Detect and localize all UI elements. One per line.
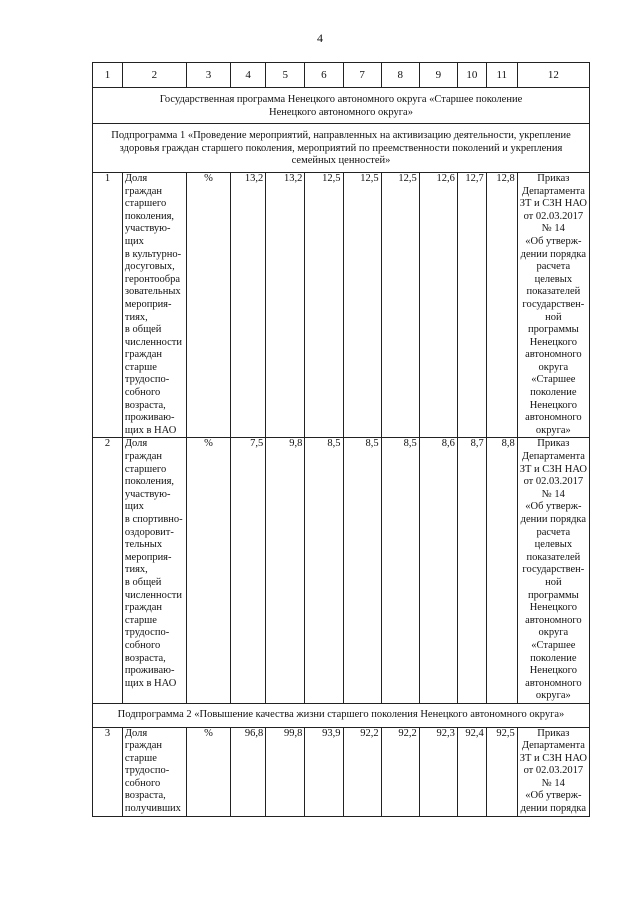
- indicator-name-line: численности: [124, 589, 182, 601]
- column-number: 5: [266, 63, 305, 88]
- subprogram-1-row: [93, 124, 590, 173]
- source-line: ЗТ и СЗН НАО: [519, 463, 587, 475]
- source-line: Приказ: [537, 438, 570, 450]
- source-line: Приказ: [537, 172, 570, 184]
- indicator-name-line: численности: [124, 336, 182, 348]
- source-line: Департамента: [521, 740, 585, 752]
- source-line: ЗТ и СЗН НАО: [519, 198, 587, 210]
- indicator-name-line: Доля: [124, 438, 148, 450]
- source-line: № 14: [541, 488, 565, 500]
- indicator-name-line: старшего: [124, 463, 167, 475]
- row-number: 1: [93, 172, 123, 437]
- source-line: «Об утверж-: [525, 790, 582, 802]
- source-line: показателей: [526, 551, 581, 563]
- indicator-row: [93, 438, 590, 703]
- source-line: округа»: [535, 424, 571, 436]
- indicator-name-line: щих: [124, 501, 144, 513]
- row-number: 3: [93, 727, 123, 816]
- source-line: дении порядка: [520, 514, 587, 525]
- source-line: Ненецкого: [529, 602, 577, 614]
- source-line: программы: [528, 589, 579, 601]
- indicator-name-line: возраста,: [124, 790, 166, 802]
- column-number-row: [93, 63, 590, 88]
- value-cell: 12,5: [305, 172, 343, 437]
- source-line: поколение: [530, 387, 577, 399]
- program-title-line: Ненецкого автономного округа»: [269, 106, 413, 118]
- source-line: № 14: [541, 223, 565, 235]
- column-number: 6: [305, 63, 343, 88]
- value-cell: 92,2: [381, 727, 419, 816]
- indicator-name-line: Доля: [124, 172, 148, 184]
- value-cell: 92,4: [457, 727, 486, 816]
- value-cell: 92,5: [486, 727, 517, 816]
- source-line: Ненецкого: [529, 336, 577, 348]
- source-line: округа: [538, 361, 569, 373]
- value-cell: 8,5: [305, 438, 343, 703]
- indicator-name-line: трудоспо-: [124, 765, 170, 777]
- indicator-name-line: тиях,: [124, 311, 148, 323]
- indicator-name-line: старше: [124, 614, 157, 626]
- indicators-table: [92, 62, 590, 817]
- indicator-name-line: возраста,: [124, 652, 166, 664]
- indicator-name-line: тельных: [124, 539, 163, 551]
- indicator-name-line: собного: [124, 777, 161, 789]
- source-document: [517, 172, 589, 437]
- indicator-name-line: старше: [124, 361, 157, 373]
- value-cell: 8,7: [457, 438, 486, 703]
- column-number: 2: [122, 63, 186, 88]
- source-line: ной: [545, 576, 562, 588]
- source-line: целевых: [534, 273, 573, 285]
- value-cell: 12,7: [457, 172, 486, 437]
- indicator-name-line: щих: [124, 235, 144, 247]
- source-line: Департамента: [521, 451, 585, 463]
- indicator-name-line: в общей: [124, 576, 162, 588]
- value-cell: 8,5: [381, 438, 419, 703]
- source-document: [517, 727, 589, 816]
- value-cell: 12,8: [486, 172, 517, 437]
- indicator-name-line: Доля: [124, 727, 148, 739]
- source-line: «Об утверж-: [525, 235, 582, 247]
- source-line: ЗТ и СЗН НАО: [519, 752, 587, 764]
- source-line: «Об утверж-: [525, 501, 582, 513]
- indicator-name-line: получивших: [124, 803, 181, 815]
- source-line: округа: [538, 627, 569, 639]
- source-line: государствен-: [522, 564, 585, 576]
- indicator-name-line: трудоспо-: [124, 627, 170, 639]
- value-cell: 8,6: [419, 438, 457, 703]
- subprogram-2-title: Подпрограмма 2 «Повышение качества жизни старшего поколения Ненецкого автономного округа»: [93, 703, 590, 727]
- column-number: 8: [381, 63, 419, 88]
- column-number: 12: [517, 63, 589, 88]
- subprogram-1-title: [93, 124, 590, 173]
- source-line: автономного: [525, 614, 582, 626]
- column-number: 1: [93, 63, 123, 88]
- indicator-name: [122, 438, 186, 703]
- source-line: «Старшее: [531, 639, 576, 651]
- indicator-name-line: участвую-: [124, 223, 171, 235]
- source-line: автономного: [525, 412, 582, 424]
- program-title-row: [93, 88, 590, 124]
- indicator-name-line: граждан: [124, 451, 162, 463]
- indicator-name-line: поколения,: [124, 210, 175, 222]
- column-number: 7: [343, 63, 381, 88]
- indicator-name-line: щих в НАО: [124, 424, 177, 436]
- unit: %: [186, 172, 230, 437]
- column-number: 9: [419, 63, 457, 88]
- indicator-name: [122, 172, 186, 437]
- indicator-name-line: граждан: [124, 602, 162, 614]
- indicator-name-line: граждан: [124, 740, 162, 752]
- source-line: от 02.03.2017: [523, 765, 584, 777]
- indicator-row: [93, 172, 590, 437]
- indicator-name-line: граждан: [124, 349, 162, 361]
- indicator-name-line: в спортивно-: [124, 514, 183, 525]
- indicator-name-line: возраста,: [124, 399, 166, 411]
- value-cell: 96,8: [231, 727, 266, 816]
- indicator-name-line: граждан: [124, 185, 162, 197]
- value-cell: 9,8: [266, 438, 305, 703]
- indicator-row: [93, 727, 590, 816]
- source-line: расчета: [536, 261, 571, 273]
- indicator-name-line: участвую-: [124, 488, 171, 500]
- indicator-name-line: собного: [124, 639, 161, 651]
- subprogram-1-line: здоровья граждан старшего поколения, мероприятий по преемственности поколений и укрепления: [119, 142, 563, 154]
- subprogram-1-line: Подпрограмма 1 «Проведение мероприятий, направленных на активизацию деятельности, укрепление: [111, 130, 571, 142]
- source-line: дении порядка: [520, 803, 587, 815]
- indicator-name-line: старшего: [124, 198, 167, 210]
- indicator-name-line: в культурно-: [124, 248, 182, 260]
- value-cell: 8,8: [486, 438, 517, 703]
- unit: %: [186, 727, 230, 816]
- column-number: 4: [231, 63, 266, 88]
- value-cell: 99,8: [266, 727, 305, 816]
- indicator-name-line: трудоспо-: [124, 374, 170, 386]
- indicator-name-line: оздоровит-: [124, 526, 174, 538]
- subprogram-2-row: [93, 703, 590, 727]
- value-cell: 92,3: [419, 727, 457, 816]
- unit: %: [186, 438, 230, 703]
- value-cell: 13,2: [266, 172, 305, 437]
- program-title-line: Государственная программа Ненецкого автономного округа «Старшее поколение: [159, 94, 523, 105]
- row-number: 2: [93, 438, 123, 703]
- indicator-name-line: старше: [124, 752, 157, 764]
- indicator-name-line: щих в НАО: [124, 677, 177, 689]
- value-cell: 13,2: [231, 172, 266, 437]
- source-line: от 02.03.2017: [523, 210, 584, 222]
- page-number: 4: [317, 31, 323, 45]
- source-line: поколение: [530, 652, 577, 664]
- source-line: дении порядка: [520, 248, 587, 260]
- source-line: автономного: [525, 677, 582, 689]
- column-number: 3: [186, 63, 230, 88]
- source-line: округа»: [535, 690, 571, 702]
- value-cell: 93,9: [305, 727, 343, 816]
- source-line: Ненецкого: [529, 399, 577, 411]
- indicator-name-line: мероприя-: [124, 298, 172, 310]
- source-line: ной: [545, 311, 562, 323]
- source-line: целевых: [534, 539, 573, 551]
- indicator-name-line: поколения,: [124, 476, 175, 488]
- indicator-name-line: зовательных: [124, 286, 181, 298]
- indicator-name-line: геронтообра: [124, 273, 181, 285]
- indicator-name-line: проживаю-: [124, 665, 175, 677]
- source-line: программы: [528, 324, 579, 336]
- value-cell: 12,5: [381, 172, 419, 437]
- value-cell: 8,5: [343, 438, 381, 703]
- indicator-name: [122, 727, 186, 816]
- source-line: показателей: [526, 286, 581, 298]
- indicator-name-line: в общей: [124, 324, 162, 336]
- value-cell: 12,6: [419, 172, 457, 437]
- value-cell: 7,5: [231, 438, 266, 703]
- value-cell: 12,5: [343, 172, 381, 437]
- source-line: расчета: [536, 526, 571, 538]
- source-line: от 02.03.2017: [523, 476, 584, 488]
- indicator-name-line: собного: [124, 387, 161, 399]
- indicator-name-line: тиях,: [124, 564, 148, 576]
- indicator-name-line: досуговых,: [124, 261, 175, 273]
- source-line: № 14: [541, 777, 565, 789]
- source-document: [517, 438, 589, 703]
- source-line: автономного: [525, 349, 582, 361]
- column-number: 11: [486, 63, 517, 88]
- source-line: Приказ: [537, 727, 570, 739]
- indicator-name-line: мероприя-: [124, 551, 172, 563]
- source-line: государствен-: [522, 298, 585, 310]
- subprogram-1-line: семейных ценностей»: [291, 155, 391, 167]
- program-title: [93, 88, 590, 124]
- source-line: Департамента: [521, 185, 585, 197]
- indicator-name-line: проживаю-: [124, 412, 175, 424]
- source-line: Ненецкого: [529, 665, 577, 677]
- source-line: «Старшее: [531, 374, 576, 386]
- value-cell: 92,2: [343, 727, 381, 816]
- column-number: 10: [457, 63, 486, 88]
